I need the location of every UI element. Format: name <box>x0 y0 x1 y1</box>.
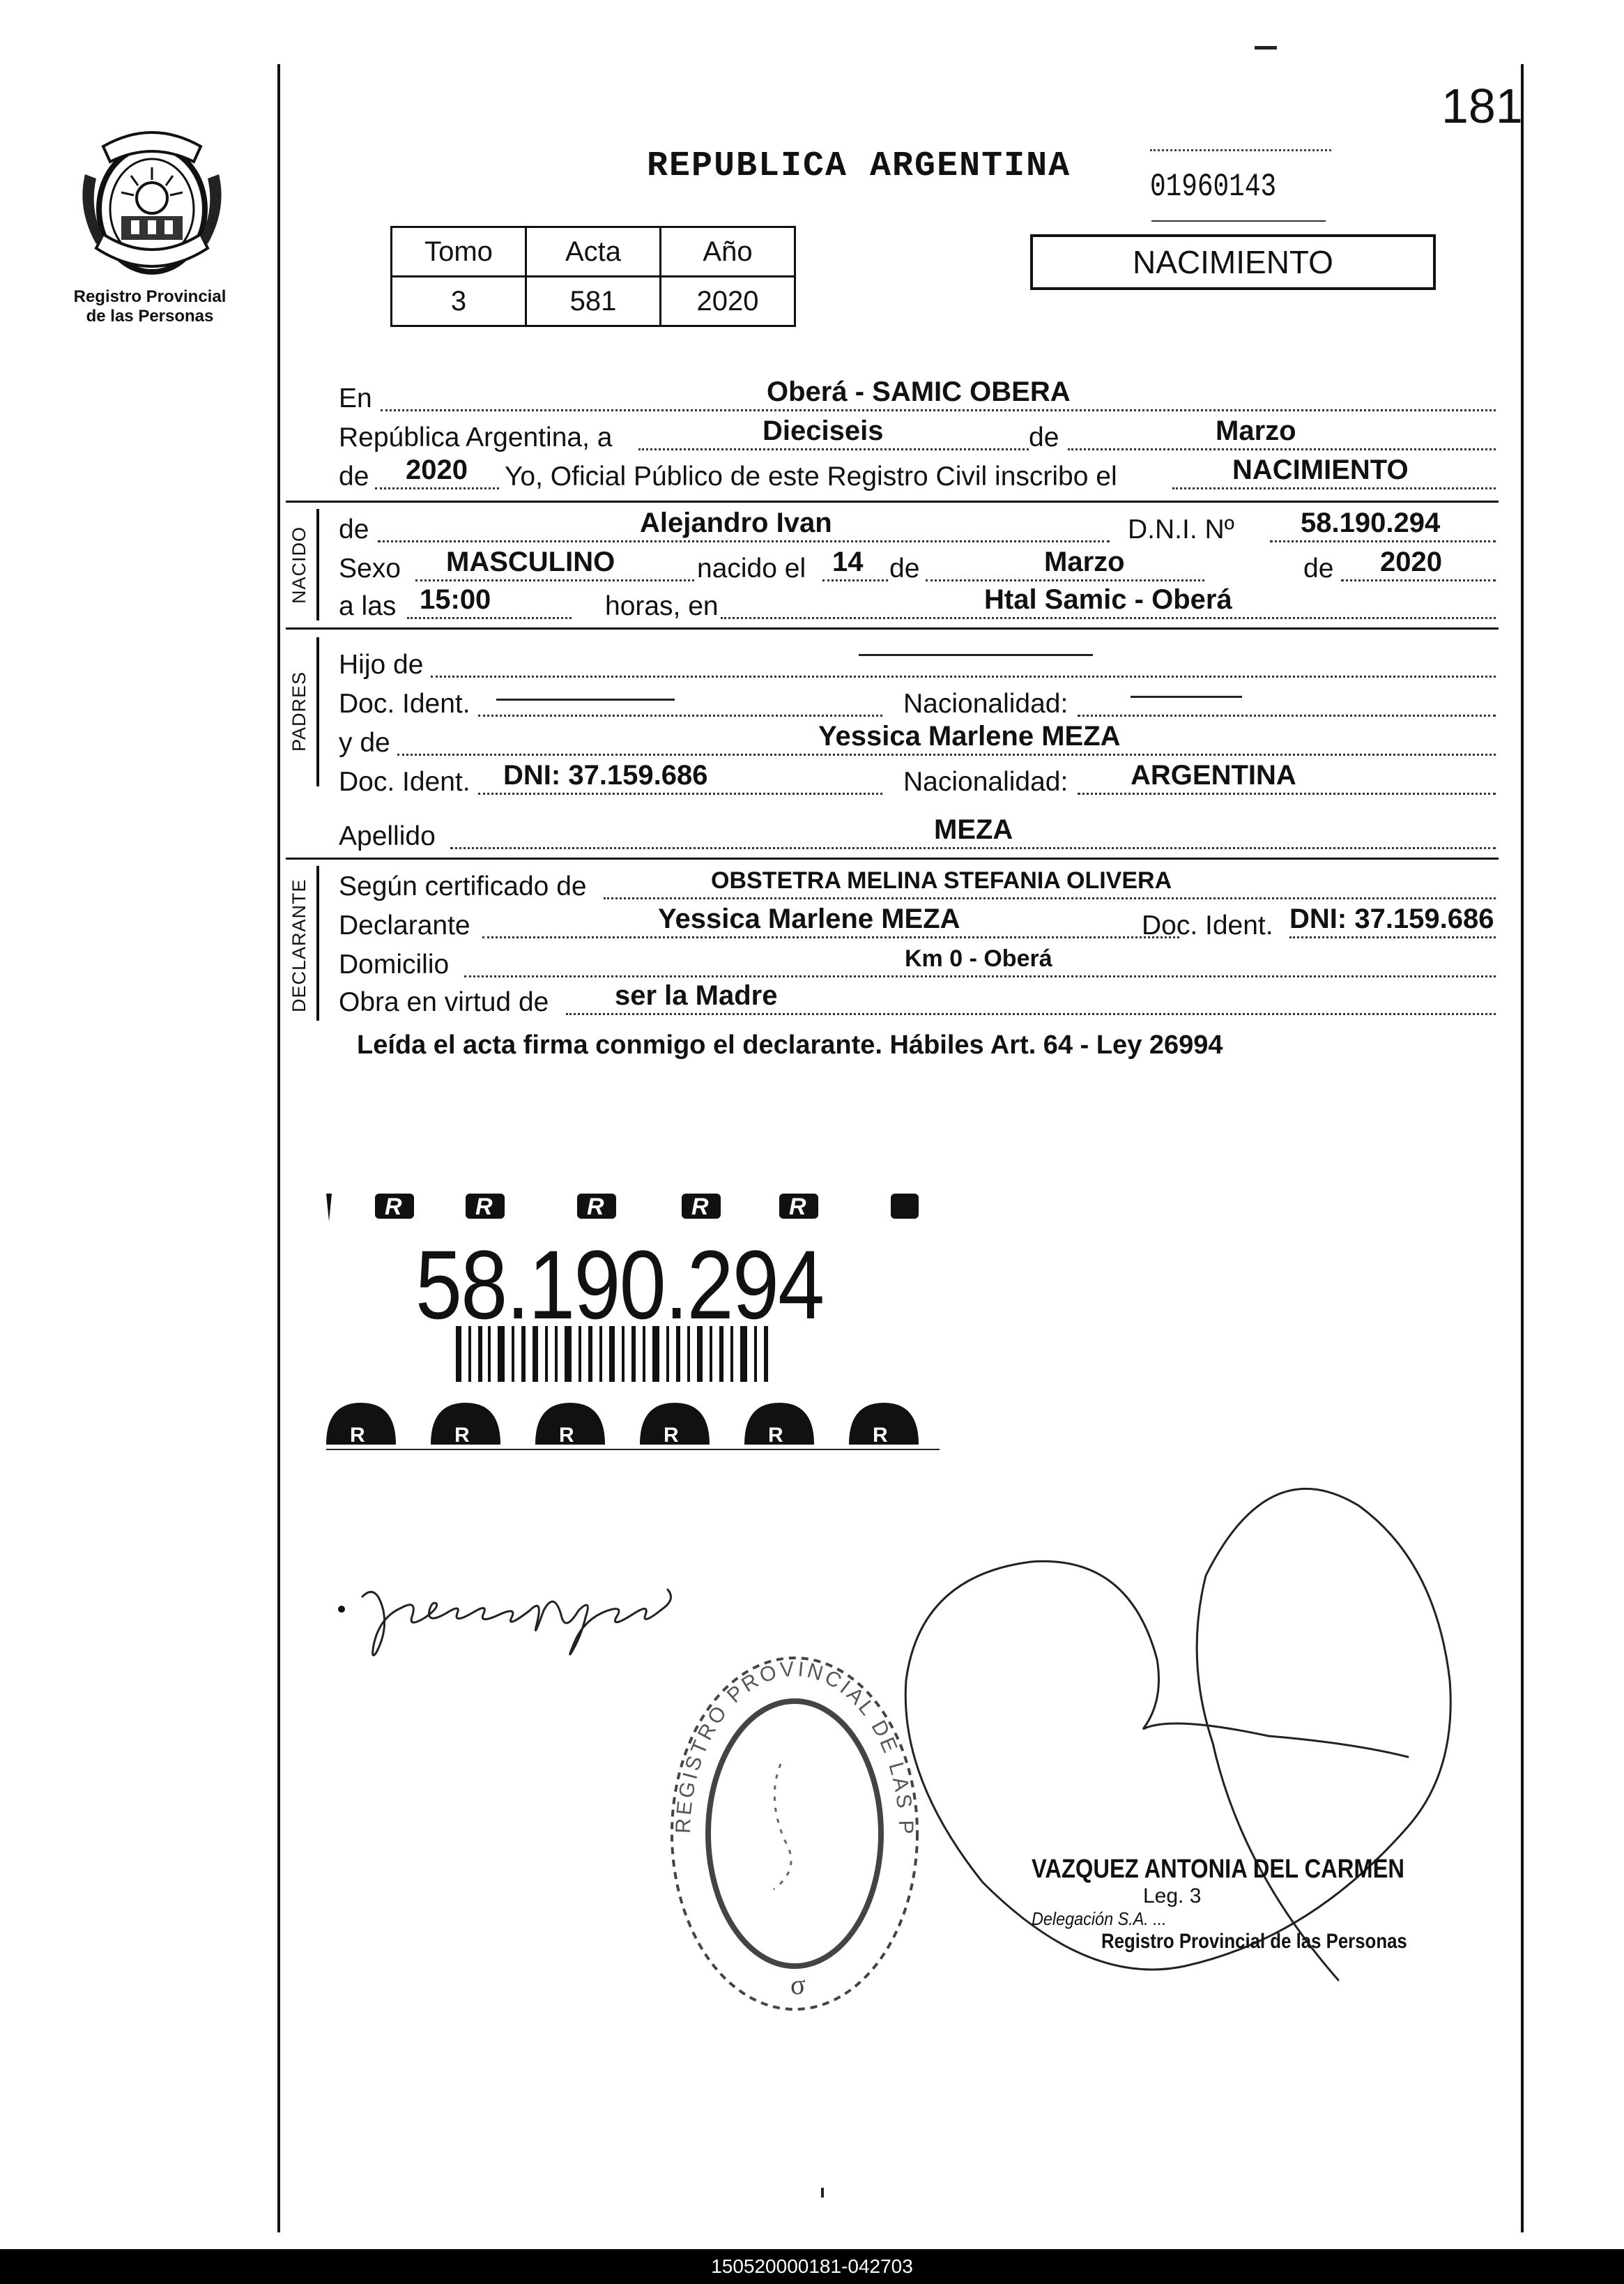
nacido-bracket <box>316 509 319 621</box>
mother-name-value: Yessica Marlene MEZA <box>818 721 1121 752</box>
logo-caption-line1: Registro Provincial <box>73 287 227 306</box>
row-domicilio <box>339 943 1496 982</box>
dotted-line <box>1078 715 1496 717</box>
certificate-value: OBSTETRA MELINA STEFANIA OLIVERA <box>711 867 1172 894</box>
label-sexo: Sexo <box>339 554 401 584</box>
row-mother-doc <box>339 760 1496 799</box>
act-inline-value: NACIMIENTO <box>1232 455 1409 485</box>
dotted-line <box>1341 579 1496 581</box>
official-delegation: Delegación S.A. ... <box>1032 1908 1167 1929</box>
label-domicilio: Domicilio <box>339 950 450 980</box>
svg-text:R: R <box>559 1424 574 1447</box>
dotted-line <box>482 936 1179 938</box>
apellido-value: MEZA <box>934 814 1013 845</box>
svg-text:R: R <box>691 1194 709 1220</box>
section-divider-declarante <box>286 858 1499 860</box>
label-de2: de <box>339 462 369 492</box>
official-registry: Registro Provincial de las Personas <box>1101 1930 1407 1953</box>
label-declarante: Declarante <box>339 911 470 941</box>
label-nacido-el: nacido el <box>697 554 806 584</box>
dotted-line <box>397 754 1496 756</box>
serial-underline <box>1151 220 1326 222</box>
year-value: 2020 <box>406 455 468 485</box>
registry-header-ano: Año <box>661 227 795 277</box>
official-legajo: Leg. 3 <box>1143 1885 1202 1908</box>
official-handwritten-signature <box>878 1450 1575 2064</box>
row-place <box>339 376 1496 416</box>
declarante-name-value: Yessica Marlene MEZA <box>658 904 960 934</box>
section-label-nacido: NACIDO <box>289 526 309 604</box>
official-name-block <box>1032 1855 1464 1954</box>
top-dash-mark <box>1255 46 1277 50</box>
mother-doc-value: DNI: 37.159.686 <box>503 760 708 791</box>
registry-header-tomo: Tomo <box>392 227 526 277</box>
stamp-ring-text: REGISTRO PROVINCIAL DE LAS P <box>671 1657 918 1837</box>
registry-table <box>390 226 796 327</box>
left-margin-rule <box>277 64 280 2232</box>
section-label-padres: PADRES <box>289 671 309 752</box>
closing-statement: Leída el acta firma conmigo el declarante. Hábiles Art. 64 - Ley 26994 <box>357 1030 1223 1060</box>
declarante-bracket <box>316 866 319 1021</box>
serial-number: 01960143 <box>1150 169 1277 205</box>
registry-value-tomo: 3 <box>392 277 526 326</box>
row-certificado <box>339 865 1496 904</box>
dotted-line <box>721 617 1496 619</box>
blank-dash-marker <box>1131 696 1242 698</box>
document-title: REPUBLICA ARGENTINA <box>647 146 1071 186</box>
provincial-coat-of-arms-logo <box>75 125 229 307</box>
day-value: Dieciseis <box>763 416 884 446</box>
svg-text:R: R <box>587 1194 604 1220</box>
label-en: En <box>339 383 372 413</box>
dotted-line <box>1078 793 1496 795</box>
section-label-declarante: DECLARANTE <box>289 878 309 1012</box>
dotted-line <box>378 540 1110 542</box>
section-divider-nacido <box>286 501 1499 503</box>
logo-caption-line2: de las Personas <box>86 307 214 326</box>
svg-text:σ: σ <box>790 1969 806 2000</box>
sexo-value: MASCULINO <box>446 547 615 577</box>
footer-code-bar: 150520000181-042703 <box>0 2249 1624 2284</box>
dotted-line <box>478 715 882 717</box>
logo-caption <box>56 287 244 326</box>
dotted-line <box>604 897 1496 899</box>
dotted-line <box>1270 540 1496 542</box>
row-obra-en-virtud <box>339 980 1496 1019</box>
statement-text: Yo, Oficial Público de este Registro Civil inscribo el <box>505 462 1117 492</box>
dotted-line <box>407 617 572 619</box>
label-segun-certificado: Según certificado de <box>339 871 587 901</box>
svg-text:R: R <box>768 1424 783 1447</box>
dotted-line <box>566 1013 1496 1015</box>
dotted-line <box>1068 448 1496 450</box>
dotted-line <box>478 793 882 795</box>
row-declarante <box>339 904 1496 943</box>
birth-month-value: Marzo <box>1044 547 1125 577</box>
row-mother-name <box>339 721 1496 760</box>
svg-text:R: R <box>873 1424 888 1447</box>
declarante-doc-value: DNI: 37.159.686 <box>1289 904 1494 934</box>
birth-place-value: Htal Samic - Oberá <box>984 584 1232 615</box>
registry-header-acta: Acta <box>526 227 661 277</box>
child-name-value: Alejandro Ivan <box>640 508 832 538</box>
place-value: Oberá - SAMIC OBERA <box>767 376 1071 407</box>
label-de-day: de <box>889 554 920 584</box>
dotted-line <box>926 579 1204 581</box>
dotted-line <box>1172 487 1496 489</box>
label-obra-en-virtud: Obra en virtud de <box>339 987 549 1017</box>
dotted-line <box>450 847 1496 849</box>
birth-year-value: 2020 <box>1380 547 1442 577</box>
dotted-line <box>381 409 1496 411</box>
bottom-tick-mark <box>821 2188 824 2198</box>
label-dni: D.N.I. Nº <box>1128 515 1234 545</box>
label-nacionalidad-2: Nacionalidad: <box>903 767 1068 797</box>
label-horas-en: horas, en <box>605 591 719 621</box>
label-hijo-de: Hijo de <box>339 650 424 680</box>
row-sex-birth <box>339 547 1496 586</box>
label-y-de: y de <box>339 728 390 758</box>
svg-text:R: R <box>350 1424 365 1447</box>
month-value: Marzo <box>1216 416 1296 446</box>
svg-text:R: R <box>789 1194 806 1220</box>
child-dni-value: 58.190.294 <box>1301 508 1441 538</box>
svg-text:R: R <box>475 1194 493 1220</box>
dotted-line <box>431 676 1496 678</box>
act-type-box: NACIMIENTO <box>1030 234 1436 290</box>
dotted-line <box>415 579 694 581</box>
time-value: 15:00 <box>420 584 491 615</box>
dotted-line <box>375 487 499 489</box>
dotted-line <box>1289 936 1496 938</box>
page-number: 181 <box>1441 79 1523 133</box>
label-apellido: Apellido <box>339 821 436 851</box>
official-name: VAZQUEZ ANTONIA DEL CARMEN <box>1032 1855 1405 1884</box>
serial-dotted-mark <box>1150 149 1331 155</box>
label-republica: República Argentina, a <box>339 422 613 452</box>
row-hijo-de <box>339 643 1496 682</box>
section-divider-padres <box>286 627 1499 630</box>
blank-dash-marker <box>859 654 1093 656</box>
registry-value-ano: 2020 <box>661 277 795 326</box>
declarant-signature <box>335 1569 697 1670</box>
row-date <box>339 416 1496 455</box>
row-year <box>339 455 1496 494</box>
row-child-name <box>339 508 1496 547</box>
row-time-place <box>339 584 1496 623</box>
label-de-month: de <box>1303 554 1334 584</box>
label-nacionalidad: Nacionalidad: <box>903 689 1068 719</box>
label-de-name: de <box>339 515 369 545</box>
svg-text:R: R <box>454 1424 470 1447</box>
registry-value-acta: 581 <box>526 277 661 326</box>
dotted-line <box>464 975 1496 977</box>
row-father-doc <box>339 682 1496 721</box>
label-de: de <box>1029 422 1059 452</box>
svg-text:R: R <box>664 1424 679 1447</box>
label-doc-ident-decl: Doc. Ident. <box>1142 911 1273 941</box>
svg-text:R: R <box>385 1194 402 1220</box>
row-apellido <box>339 814 1496 853</box>
dotted-line <box>822 579 888 581</box>
label-doc-ident-2: Doc. Ident. <box>339 767 470 797</box>
address-value: Km 0 - Oberá <box>905 945 1052 972</box>
blank-dash-marker <box>496 699 675 701</box>
label-doc-ident: Doc. Ident. <box>339 689 470 719</box>
reason-value: ser la Madre <box>615 980 778 1011</box>
label-a-las: a las <box>339 591 397 621</box>
padres-bracket <box>316 637 319 786</box>
sticker-dni-number: 58.190.294 <box>415 1230 824 1339</box>
mother-nationality-value: ARGENTINA <box>1131 760 1296 791</box>
dotted-line <box>638 448 1029 450</box>
birth-day-value: 14 <box>832 547 864 577</box>
